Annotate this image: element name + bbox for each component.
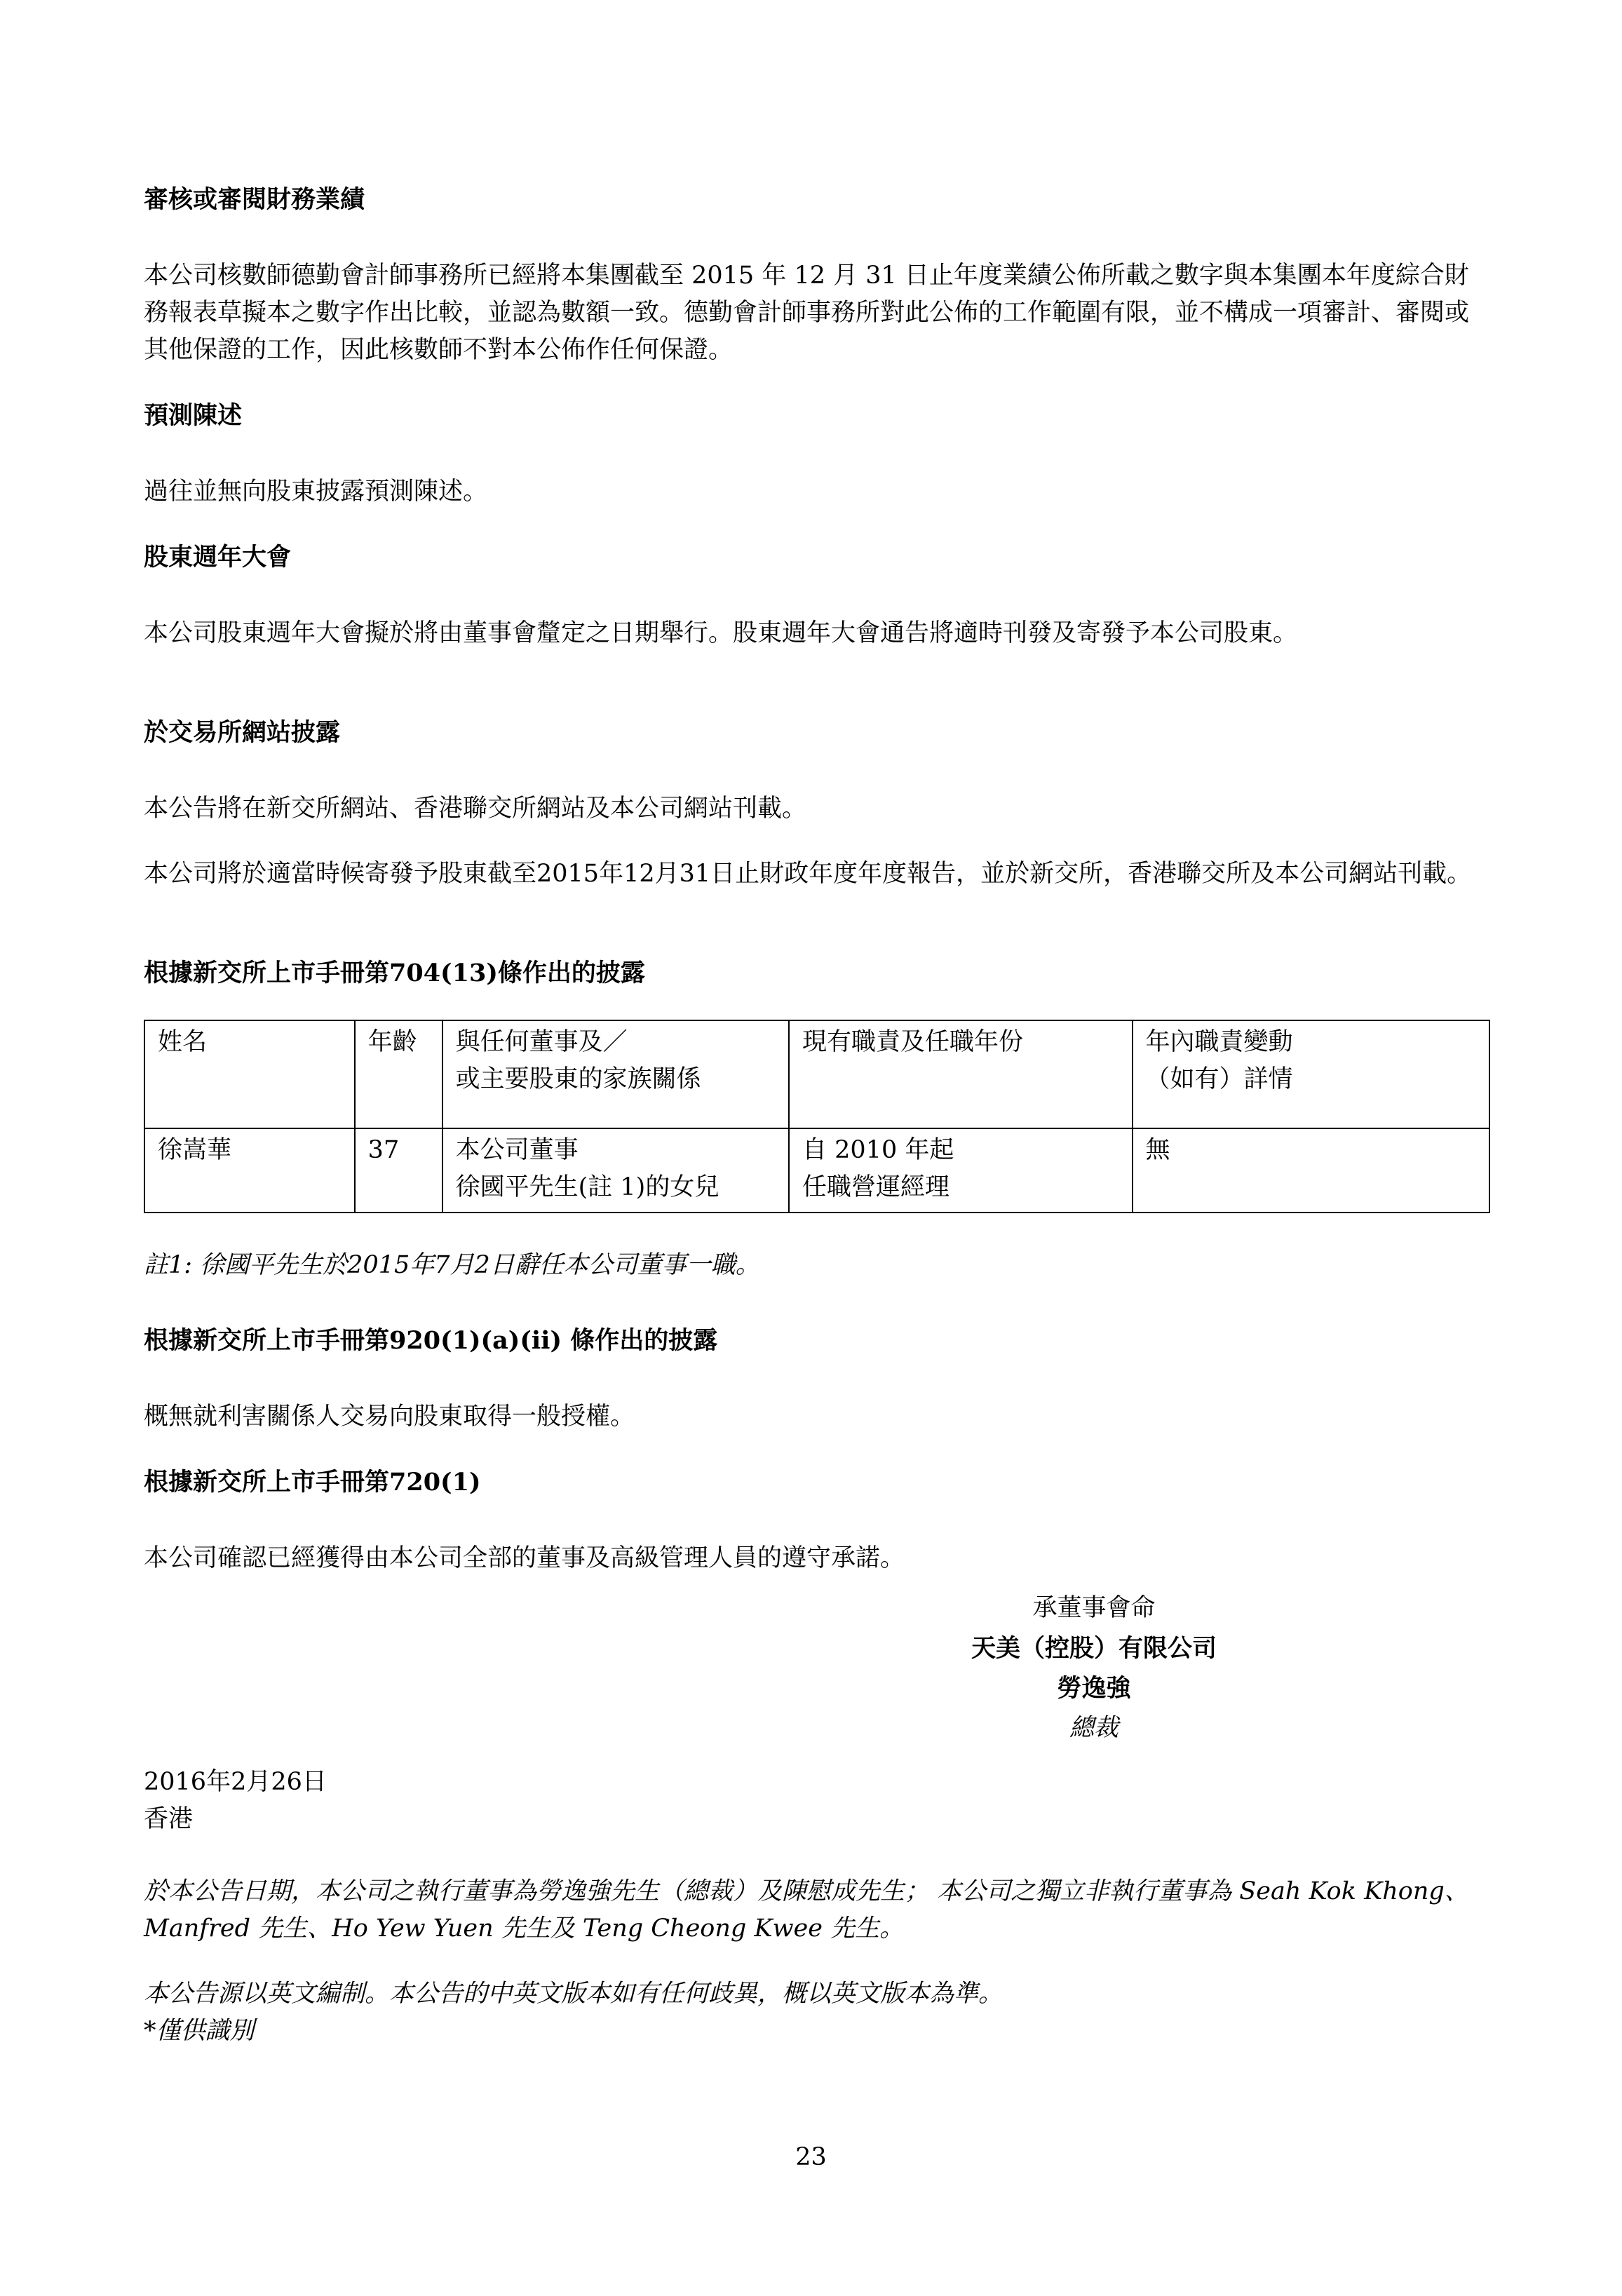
section-rule704 [144, 954, 1490, 1284]
table-footnote: 註1: 徐國平先生於2015年7月2日辭任本公司董事一職。 [144, 1251, 760, 1279]
paragraph-agm: 本公司股東週年大會擬於將由董事會釐定之日期舉行。股東週年大會通告將適時刊發及寄發予本公司股東。 [144, 619, 1298, 647]
paragraph-forecast: 過往並無向股東披露預測陳述。 [144, 478, 488, 506]
paragraph-exchange-2: 本公司將於適當時候寄發予股東截至2015年12月31日止財政年度年度報告，並於新交所，香港聯交所及本公司網站刊載。 [144, 860, 1472, 888]
table-header-changes: 年內職責變動 （如有）詳情 [1133, 1020, 1489, 1128]
signature-company: 天美（控股）有限公司 [971, 1634, 1217, 1663]
table-header-relationship: 與任何董事及／ 或主要股東的家族關係 [442, 1020, 789, 1128]
table-cell-name: 徐嵩華 [144, 1128, 355, 1213]
footer-identification: *僅供識別 [144, 2017, 255, 2045]
section-rule920 [144, 1322, 1490, 1436]
table-cell-age: 37 [355, 1128, 442, 1213]
table-header-position: 現有職責及任職年份 [789, 1020, 1132, 1128]
heading-rule920: 根據新交所上市手冊第920(1)(a)(ii) 條作出的披露 [144, 1326, 718, 1355]
table-header-name: 姓名 [144, 1020, 355, 1128]
table-header-age: 年齡 [355, 1020, 442, 1128]
heading-rule720: 根據新交所上市手冊第720(1) [144, 1468, 481, 1497]
footer-language: 本公告源以英文編制。本公告的中英文版本如有任何歧異，概以英文版本為準。 [144, 1980, 1003, 2008]
table-header-row [144, 1020, 1489, 1128]
signature-title: 總裁 [1069, 1714, 1118, 1742]
document-body [144, 181, 1490, 1605]
section-rule720 [144, 1464, 1490, 1577]
section-agm [144, 539, 1490, 652]
disclosure-table [144, 1020, 1490, 1213]
footer-block [144, 1764, 1490, 2050]
table-row [144, 1128, 1489, 1213]
heading-agm: 股東週年大會 [144, 543, 292, 572]
heading-audit: 審核或審閱財務業績 [144, 185, 365, 214]
paragraph-audit: 本公司核數師德勤會計師事務所已經將本集團截至 2015 年 12 月 31 日止年度業績公佈所載之數字與本集團本年度綜合財務報表草擬本之數字作出比較，並認為數額一致。德勤會計師事務所對此公佈的工作範圍有限，並不構成一項審計、審閱或其他保證的工作，因此核數師不對本公佈作任何保證。 [144, 262, 1470, 364]
signature-block [827, 1588, 1360, 1748]
section-audit [144, 181, 1490, 369]
heading-rule704: 根據新交所上市手冊第704(13)條作出的披露 [144, 959, 645, 987]
footer-place: 香港 [144, 1805, 194, 1833]
paragraph-rule920: 概無就利害關係人交易向股東取得一般授權。 [144, 1403, 635, 1431]
table-cell-relationship: 本公司董事 徐國平先生(註 1)的女兒 [442, 1128, 789, 1213]
signature-by-order: 承董事會命 [1032, 1594, 1156, 1622]
footer-date: 2016年2月26日 [144, 1768, 327, 1796]
page-number: 23 [795, 2143, 827, 2171]
section-forecast [144, 397, 1490, 511]
table-cell-changes: 無 [1133, 1128, 1489, 1213]
paragraph-exchange-1: 本公告將在新交所網站、香港聯交所網站及本公司網站刊載。 [144, 795, 807, 823]
table-cell-position: 自 2010 年起 任職營運經理 [789, 1128, 1132, 1213]
heading-forecast: 預測陳述 [144, 401, 243, 430]
paragraph-rule720: 本公司確認已經獲得由本公司全部的董事及高級管理人員的遵守承諾。 [144, 1544, 905, 1572]
footer-directors: 於本公告日期，本公司之執行董事為勞逸強先生（總裁）及陳慰成先生； 本公司之獨立非執行董事為 Seah Kok Khong、Manfred 先生、Ho Yew Yuen 先生及 Teng Cheong Kwee 先生。 [144, 1877, 1469, 1943]
heading-exchange: 於交易所網站披露 [144, 718, 341, 747]
section-exchange [144, 714, 1490, 893]
signature-name: 勞逸強 [1057, 1674, 1131, 1703]
